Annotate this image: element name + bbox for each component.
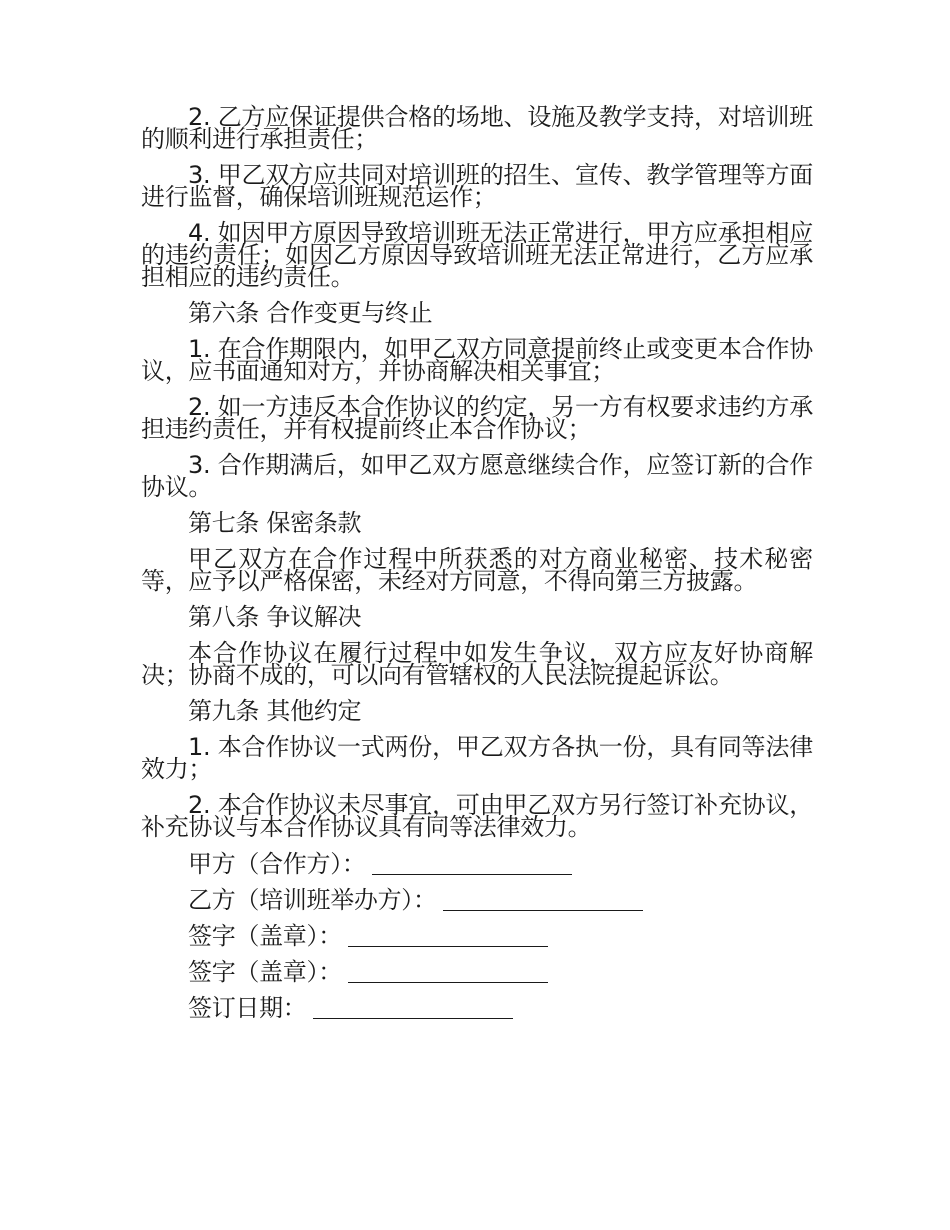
signature-date — [141, 994, 813, 1022]
article-9-heading: 第九条 其他约定 — [188, 697, 362, 725]
document-body — [141, 103, 813, 1032]
article-6-heading: 第六条 合作变更与终止 — [188, 299, 433, 327]
clause-6-1: 1. 在合作期限内，如甲乙双方同意提前终止或变更本合作协议，应书面通知对方，并协商解决相关事宜； — [141, 335, 813, 385]
clause-5-3: 3. 甲乙双方应共同对培训班的招生、宣传、教学管理等方面进行监督，确保培训班规范运作； — [141, 161, 813, 211]
sign-a-blank[interactable] — [348, 924, 548, 947]
signature-party-a — [141, 850, 813, 878]
article-8-heading: 第八条 争议解决 — [188, 603, 362, 631]
clause-8-text: 本合作协议在履行过程中如发生争议，双方应友好协商解决；协商不成的，可以向有管辖权的人民法院提起诉讼。 — [141, 639, 813, 689]
signature-sign-b — [141, 958, 813, 986]
party-a-label: 甲方（合作方）： — [188, 850, 366, 878]
party-b-blank[interactable] — [443, 888, 643, 911]
clause-9-1: 1. 本合作协议一式两份，甲乙双方各执一份，具有同等法律效力； — [141, 733, 813, 783]
sign-b-label: 签字（盖章）： — [188, 958, 342, 986]
signature-sign-a — [141, 922, 813, 950]
clause-5-2: 2. 乙方应保证提供合格的场地、设施及教学支持，对培训班的顺利进行承担责任； — [141, 103, 813, 153]
sign-b-blank[interactable] — [348, 960, 548, 983]
date-label: 签订日期： — [188, 994, 307, 1022]
clause-5-4: 4. 如因甲方原因导致培训班无法正常进行，甲方应承担相应的违约责任；如因乙方原因导致培训班无法正常进行，乙方应承担相应的违约责任。 — [141, 219, 813, 291]
sign-a-label: 签字（盖章）： — [188, 922, 342, 950]
clause-7-text: 甲乙双方在合作过程中所获悉的对方商业秘密、技术秘密等，应予以严格保密，未经对方同意，不得向第三方披露。 — [141, 545, 813, 595]
clause-6-2: 2. 如一方违反本合作协议的约定，另一方有权要求违约方承担违约责任，并有权提前终止本合作协议； — [141, 393, 813, 443]
party-b-label: 乙方（培训班举办方）： — [188, 886, 437, 914]
clause-9-2: 2. 本合作协议未尽事宜，可由甲乙双方另行签订补充协议，补充协议与本合作协议具有同等法律效力。 — [141, 791, 813, 841]
party-a-blank[interactable] — [372, 852, 572, 875]
clause-6-3: 3. 合作期满后，如甲乙双方愿意继续合作，应签订新的合作协议。 — [141, 451, 813, 501]
article-7-heading: 第七条 保密条款 — [188, 509, 362, 537]
date-blank[interactable] — [313, 996, 513, 1019]
signature-party-b — [141, 886, 813, 914]
